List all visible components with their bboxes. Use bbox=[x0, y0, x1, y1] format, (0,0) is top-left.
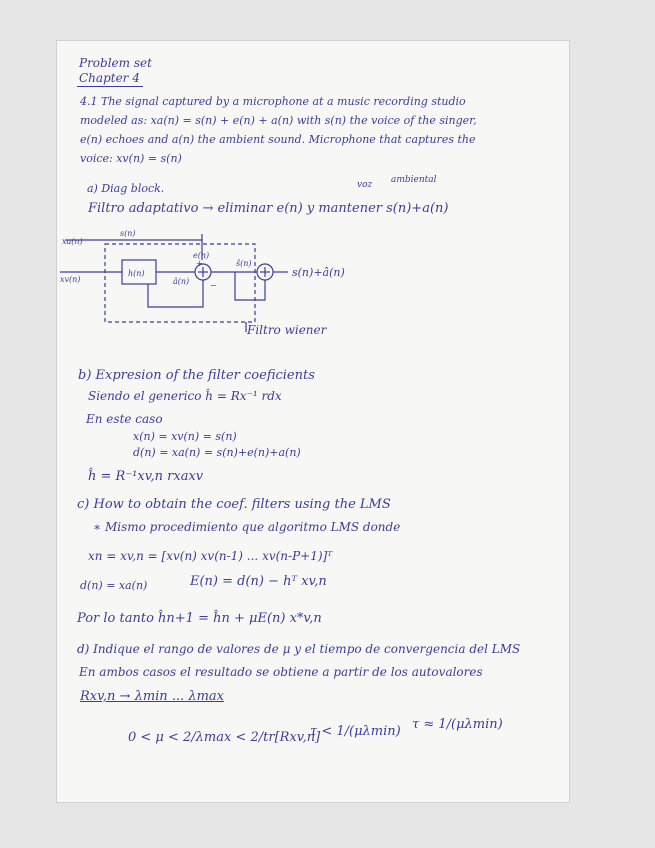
part-a-filter-line: Filtro adaptativo → eliminar e(n) y mantener s(n)+a(n) bbox=[88, 201, 449, 216]
part-d-title: d) Indique el rango de valores de μ y el tiempo de convergencia del LMS bbox=[77, 642, 521, 656]
part-a-title: a) Diag block. bbox=[87, 182, 165, 195]
inner-loop bbox=[235, 272, 265, 300]
part-d-formula-1: 0 < μ < 2/λmax < 2/tr[Rxv,n] bbox=[128, 730, 321, 745]
part-d-formula-2: τ < 1/(μλmin) bbox=[310, 724, 401, 739]
xa-line bbox=[65, 240, 202, 260]
part-b-result: ĥ = R⁻¹xv,n rxaxv bbox=[88, 469, 204, 484]
diag-e: e(n) bbox=[193, 251, 210, 260]
diag-xv: xv(n) bbox=[60, 275, 81, 284]
diag-hn: h(n) bbox=[128, 269, 145, 278]
diag-minus: − bbox=[210, 281, 217, 290]
problem-line-3: e(n) echoes and a(n) the ambient sound. Microphone that captures the bbox=[80, 133, 476, 146]
diag-a-hat: â(n) bbox=[173, 277, 190, 286]
part-b-title: b) Expresion of the filter coeficients bbox=[78, 368, 315, 383]
diag-output: s(n)+â(n) bbox=[292, 266, 345, 279]
problem-line-1: 4.1 The signal captured by a microphone at a music recording studio bbox=[80, 95, 466, 108]
part-c-title: c) How to obtain the coef. filters using the LMS bbox=[77, 497, 391, 512]
part-d-line3: Rxv,n → λmin ... λmax bbox=[80, 689, 224, 704]
part-b-en-este: En este caso bbox=[86, 412, 163, 426]
part-c-por-lo: Por lo tanto ĥn+1 = ĥn + μE(n) x*v,n bbox=[77, 611, 322, 626]
filtro-wiener-label: Filtro wiener bbox=[247, 323, 327, 337]
header-title: Problem set bbox=[79, 56, 152, 70]
header-chapter: Chapter 4 bbox=[79, 71, 140, 85]
part-b-eq2: d(n) = xa(n) = s(n)+e(n)+a(n) bbox=[133, 446, 301, 459]
ambiental-label: ambiental bbox=[391, 175, 437, 185]
problem-line-2: modeled as: xa(n) = s(n) + e(n) + a(n) with s(n) the voice of the singer, bbox=[80, 114, 477, 127]
voz-label: voz bbox=[357, 180, 373, 190]
diag-xa: xa(n) bbox=[62, 237, 83, 246]
header-underline bbox=[77, 86, 143, 87]
part-b-eq1: x(n) = xv(n) = s(n) bbox=[133, 430, 237, 443]
diag-s-hat: ŝ(n) bbox=[236, 259, 252, 268]
diag-plus: + bbox=[196, 259, 203, 268]
part-d-line2: En ambos casos el resultado se obtiene a partir de los autovalores bbox=[79, 665, 483, 679]
part-c-eq2a: d(n) = xa(n) bbox=[80, 579, 148, 592]
part-c-eq2b: E(n) = d(n) − hᵀ xv,n bbox=[190, 574, 327, 589]
part-b-siendo: Siendo el generico ĥ = Rx⁻¹ rdx bbox=[88, 389, 282, 403]
diag-s-top: s(n) bbox=[120, 229, 136, 238]
part-c-mismo: ∗ Mismo procedimiento que algoritmo LMS donde bbox=[93, 520, 401, 534]
problem-line-4: voice: xv(n) = s(n) bbox=[80, 152, 182, 165]
part-c-eq1: xn = xv,n = [xv(n) xv(n-1) ... xv(n-P+1)]ᵀ bbox=[88, 549, 333, 563]
part-d-formula-3: τ ≈ 1/(μλmin) bbox=[412, 717, 503, 732]
